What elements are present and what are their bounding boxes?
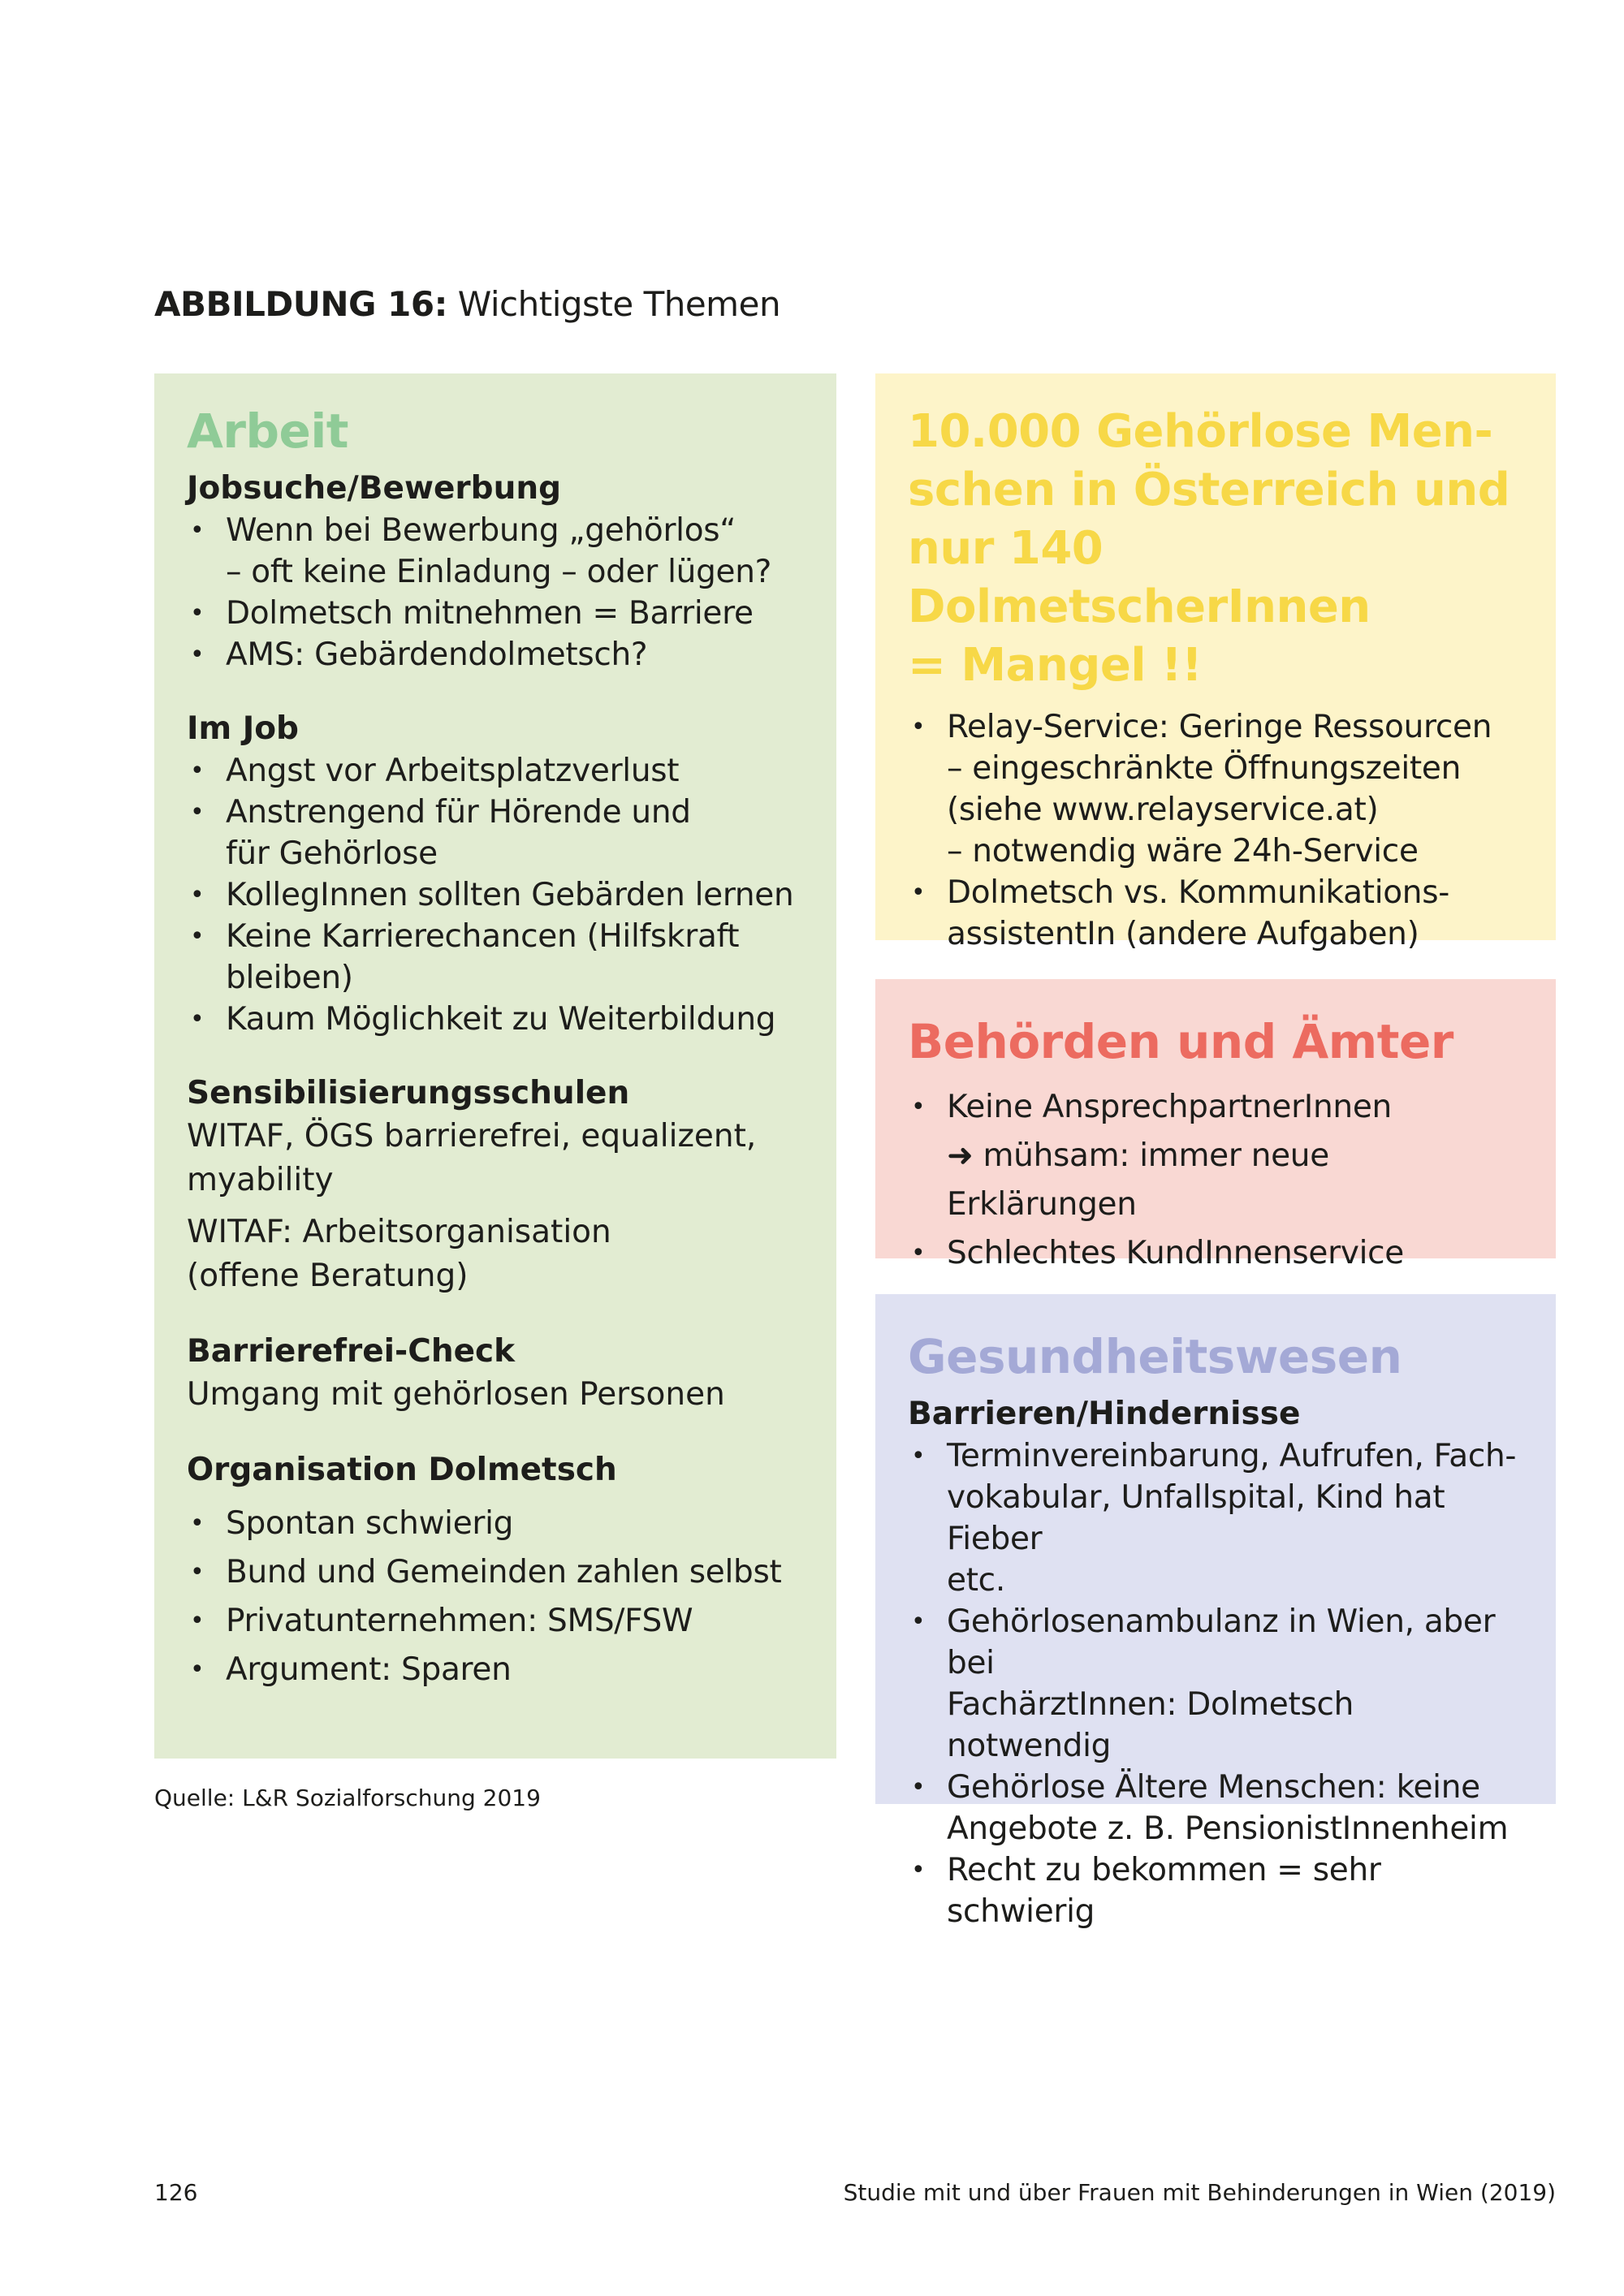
list-item: • KollegInnen sollten Gebärden lernen [187,874,804,916]
list-item: • Keine Karrierechancen (Hilfskraft bleiben) [187,916,804,999]
mangel-heading: 10.000 Gehörlose Men- schen in Österreich und nur 140 DolmetscherInnen = Mangel !! [908,405,1510,692]
list-item: • Anstrengend für Hörende und für Gehörlose [187,792,804,874]
organisation-title: Organisation Dolmetsch [187,1452,617,1488]
gesundheit-heading: Gesundheitswesen [908,1329,1402,1384]
gesundheit-box [875,1294,1556,1930]
sensibilisierung-title: Sensibilisierungsschulen [187,1075,630,1111]
list-item: • Schlechtes KundInnenservice [908,1229,1523,1278]
list-item: • Wenn bei Bewerbung „gehörlos“ – oft keine Einladung – oder lügen? [187,510,804,593]
check-text: Umgang mit gehörlosen Personen [187,1376,725,1413]
arbeit-heading: Arbeit [187,404,348,459]
arrow-line: ➜ mühsam: immer neue Erklärungen [947,1137,1329,1223]
list-item: • Terminvereinbarung, Aufrufen, Fach- vokabular, Unfallspital, Kind hat Fieber etc. [908,1435,1523,1601]
behoerden-heading: Behörden und Ämter [908,1014,1453,1069]
check-title: Barrierefrei-Check [187,1333,516,1370]
list-item: • Dolmetsch mitnehmen = Barriere [187,593,804,634]
list-item: • Privatunternehmen: SMS/FSW [187,1597,804,1646]
list-item: • Dolmetsch vs. Kommunikations- assistentIn (andere Aufgaben) [908,872,1523,955]
source-note: Quelle: L&R Sozialforschung 2019 [154,1785,541,1811]
behoerden-box [875,979,1556,1271]
list-item: • Gehörlosenambulanz in Wien, aber bei FachärztInnen: Dolmetsch notwendig [908,1601,1523,1767]
mangel-box [875,373,1556,952]
organisation-list [187,1500,804,1694]
imjob-title: Im Job [187,710,299,747]
footer-publication: Studie mit und über Frauen mit Behinderungen in Wien (2019) [843,2179,1556,2206]
witaf-text: WITAF: Arbeitsorganisation (offene Beratung) [187,1214,611,1294]
arbeit-box [154,373,836,1759]
list-item: • Kaum Möglichkeit zu Weiterbildung [187,999,804,1040]
gesundheit-list [908,1435,1523,1932]
mangel-list [908,706,1523,955]
list-item: • Gehörlose Ältere Menschen: keine Angebote z. B. PensionistInnenheim [908,1767,1523,1849]
jobsuche-list [187,510,804,675]
figure-label: ABBILDUNG 16: [154,284,447,324]
behoerden-list [908,1083,1523,1278]
list-item: • Angst vor Arbeitsplatzverlust [187,750,804,792]
figure-title [154,284,780,324]
imjob-list [187,750,804,1040]
list-item: • Relay-Service: Geringe Ressourcen – eingeschränkte Öffnungszeiten (siehe www.relayservice.at) – notwendig wäre 24h-Service [908,706,1523,872]
list-item: • Spontan schwierig [187,1500,804,1548]
page-number: 126 [154,2179,198,2206]
list-item: • AMS: Gebärdendolmetsch? [187,634,804,675]
jobsuche-title: Jobsuche/Bewerbung [187,470,562,507]
figure-caption: Wichtigste Themen [457,284,781,324]
list-item: • Bund und Gemeinden zahlen selbst [187,1548,804,1597]
list-item: • Recht zu bekommen = sehr schwierig [908,1849,1523,1932]
gesundheit-subtitle: Barrieren/Hindernisse [908,1396,1301,1432]
list-item: • Argument: Sparen [187,1646,804,1694]
sensibilisierung-text: WITAF, ÖGS barrierefrei, equalizent, myability [187,1118,757,1198]
list-item: • Keine AnsprechpartnerInnen ➜ mühsam: immer neue Erklärungen [908,1083,1523,1229]
